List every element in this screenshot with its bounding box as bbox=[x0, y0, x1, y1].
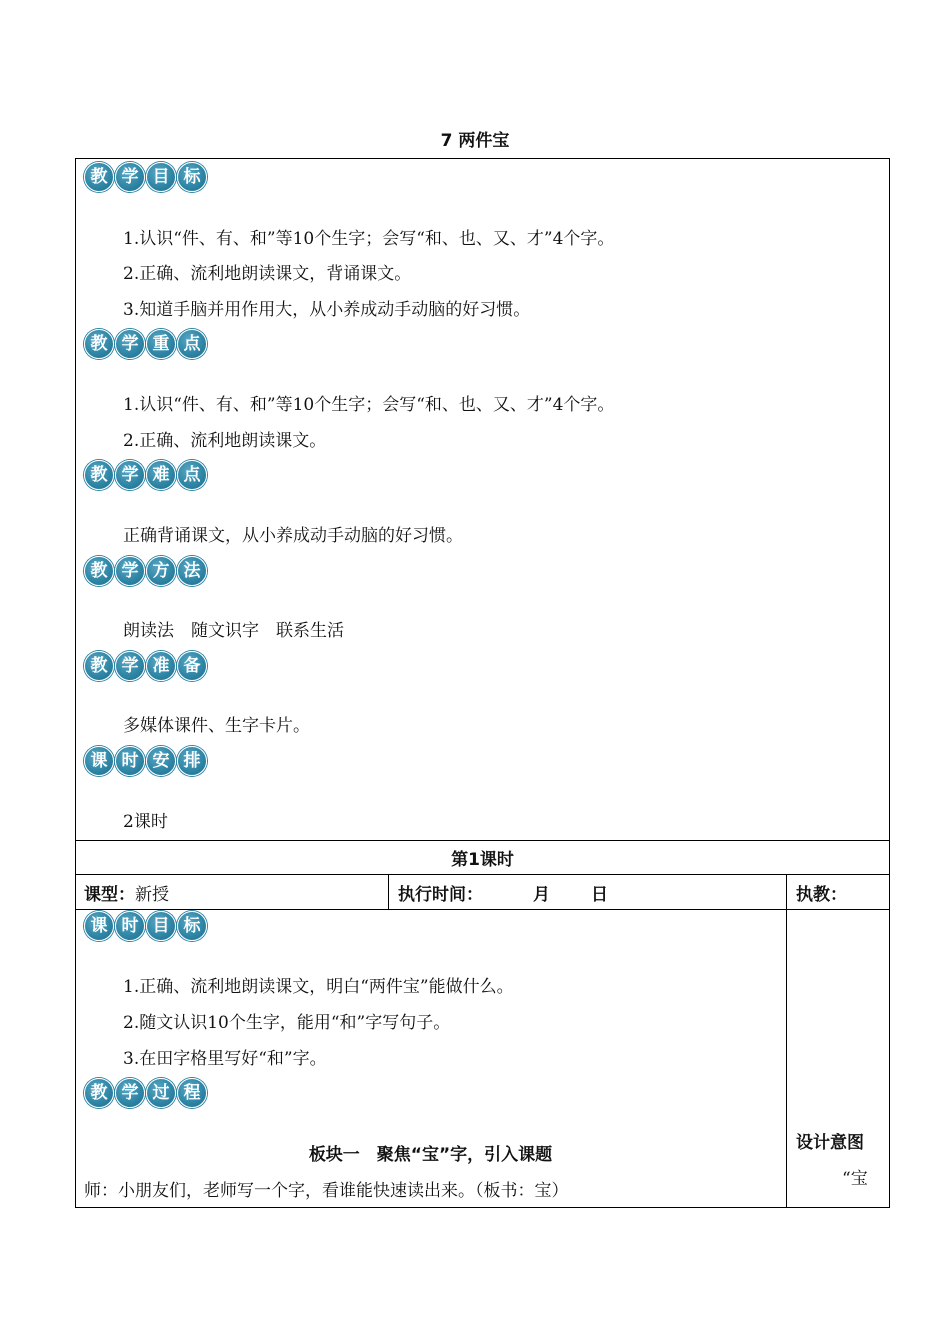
goal-item: 2.正确、流利地朗读课文，背诵课文。 bbox=[123, 264, 412, 284]
goal-item: 3.知道手脑并用作用大，从小养成动手动脑的好习惯。 bbox=[123, 300, 531, 320]
row-divider bbox=[75, 909, 890, 910]
badge-char: 学 bbox=[115, 1078, 145, 1108]
objective-item: 2.随文认识10个生字，能用“和”字写句子。 bbox=[123, 1013, 451, 1033]
badge-char: 学 bbox=[115, 162, 145, 192]
lesson-type bbox=[84, 880, 169, 905]
badge-char: 教 bbox=[84, 329, 114, 359]
badge-char: 标 bbox=[177, 911, 207, 941]
lesson-type-value: 新授 bbox=[135, 885, 169, 905]
objective-item: 3.在田字格里写好“和”字。 bbox=[123, 1049, 327, 1069]
badge-char: 备 bbox=[177, 651, 207, 681]
badge-char: 教 bbox=[84, 162, 114, 192]
badge-char: 点 bbox=[177, 460, 207, 490]
page-title: 7 两件宝 bbox=[440, 131, 510, 151]
badge-char: 课 bbox=[84, 746, 114, 776]
badge-char: 程 bbox=[177, 1078, 207, 1108]
focus-badge bbox=[84, 329, 207, 359]
lesson-heading: 第1课时 bbox=[451, 850, 514, 870]
objective-item: 1.正确、流利地朗读课文，明白“两件宝”能做什么。 bbox=[123, 977, 514, 997]
design-intent-text: “宝 bbox=[842, 1169, 868, 1189]
goals-badge bbox=[84, 162, 207, 192]
goal-item: 1.认识“件、有、和”等10个生字；会写“和、也、又、才”4个字。 bbox=[123, 229, 615, 249]
schedule-badge bbox=[84, 746, 207, 776]
process-line: 师：小朋友们，老师写一个字，看谁能快速读出来。（板书：宝） bbox=[84, 1181, 569, 1201]
difficulty-badge bbox=[84, 460, 207, 490]
badge-char: 时 bbox=[115, 746, 145, 776]
badge-char: 学 bbox=[115, 556, 145, 586]
badge-char: 点 bbox=[177, 329, 207, 359]
badge-char: 目 bbox=[146, 911, 176, 941]
prep-item: 多媒体课件、生字卡片。 bbox=[123, 716, 310, 736]
focus-item: 2.正确、流利地朗读课文。 bbox=[123, 431, 327, 451]
column-divider bbox=[786, 874, 787, 1208]
badge-char: 重 bbox=[146, 329, 176, 359]
badge-char: 排 bbox=[177, 746, 207, 776]
method-badge bbox=[84, 556, 207, 586]
badge-char: 学 bbox=[115, 651, 145, 681]
day-label: 日 bbox=[591, 885, 608, 905]
badge-char: 教 bbox=[84, 1078, 114, 1108]
badge-char: 难 bbox=[146, 460, 176, 490]
badge-char: 教 bbox=[84, 651, 114, 681]
block-title: 板块一 聚焦“宝”字，引入课题 bbox=[308, 1145, 553, 1165]
method-item: 朗读法 随文识字 联系生活 bbox=[123, 621, 344, 641]
badge-char: 法 bbox=[177, 556, 207, 586]
prep-badge bbox=[84, 651, 207, 681]
badge-char: 过 bbox=[146, 1078, 176, 1108]
badge-char: 时 bbox=[115, 911, 145, 941]
focus-item: 1.认识“件、有、和”等10个生字；会写“和、也、又、才”4个字。 bbox=[123, 395, 615, 415]
objectives-badge bbox=[84, 911, 207, 941]
teacher-label: 执教： bbox=[796, 885, 847, 905]
row-divider bbox=[75, 874, 890, 875]
lesson-type-label: 课型： bbox=[84, 885, 135, 905]
process-badge bbox=[84, 1078, 207, 1108]
badge-char: 教 bbox=[84, 556, 114, 586]
badge-char: 课 bbox=[84, 911, 114, 941]
badge-char: 准 bbox=[146, 651, 176, 681]
column-divider bbox=[388, 874, 389, 909]
badge-char: 安 bbox=[146, 746, 176, 776]
badge-char: 标 bbox=[177, 162, 207, 192]
badge-char: 教 bbox=[84, 460, 114, 490]
execution-time-label: 执行时间： bbox=[398, 885, 483, 905]
badge-char: 方 bbox=[146, 556, 176, 586]
badge-char: 目 bbox=[146, 162, 176, 192]
schedule-item: 2课时 bbox=[123, 812, 168, 832]
design-intent-label: 设计意图 bbox=[796, 1133, 864, 1153]
row-divider bbox=[75, 840, 890, 841]
badge-char: 学 bbox=[115, 329, 145, 359]
badge-char: 学 bbox=[115, 460, 145, 490]
month-label: 月 bbox=[533, 885, 550, 905]
difficulty-item: 正确背诵课文，从小养成动手动脑的好习惯。 bbox=[123, 526, 463, 546]
